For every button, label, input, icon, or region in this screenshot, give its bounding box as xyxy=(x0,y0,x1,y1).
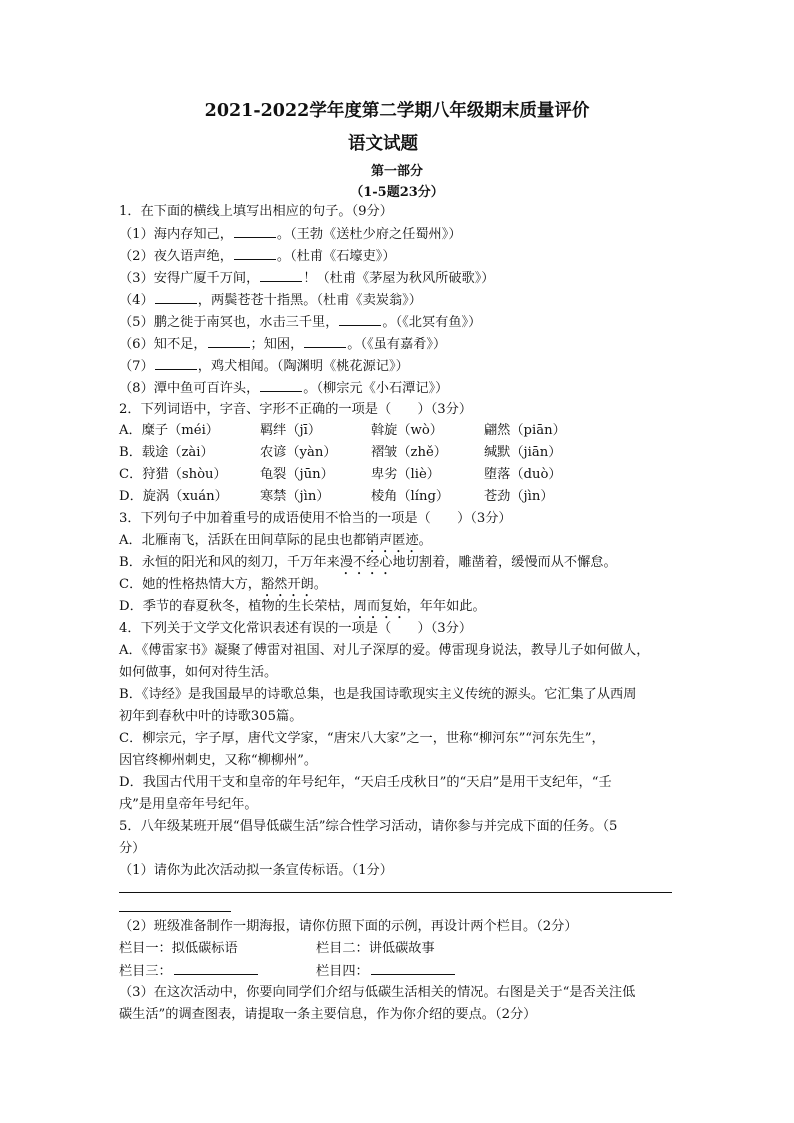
q3-option-a[interactable] xyxy=(119,532,432,556)
q1-item-text: （7） xyxy=(119,359,154,374)
option-text: 。 xyxy=(313,577,327,592)
option-text: B．永恒的阳光和风的刻刀，千万年来 xyxy=(119,555,340,570)
q1-item-text: ！（杜甫《茅屋为秋风所破歌》） xyxy=(303,271,495,286)
q1-item-text: 。（柳宗元《小石潭记》） xyxy=(303,381,449,396)
q4-option-b[interactable]: B．《诗经》是我国最早的诗歌总集，也是我国诗歌现实主义传统的源头。它汇集了从西周 xyxy=(119,687,637,702)
q5-sub3: （3）在这次活动中，你要向同学们介绍与低碳生活相关的情况。右图是关于“是否关注低 xyxy=(119,985,636,1000)
answer-blank[interactable] xyxy=(304,335,346,348)
column-two: 栏目二：讲低碳故事 xyxy=(316,941,435,956)
q1-item xyxy=(119,269,494,288)
column-label: 栏目四： xyxy=(316,964,369,979)
answer-blank[interactable] xyxy=(155,357,197,370)
q1-item-text: （5）鹏之徙于南冥也，水击三千里， xyxy=(119,315,339,330)
q1-item-text: ，两鬓苍苍十指黑。（杜甫《卖炭翁》） xyxy=(197,293,422,308)
q4-option-b-cont: 初年到春秋中叶的诗歌305篇。 xyxy=(119,709,303,724)
q4-option-d[interactable]: D．我国古代用干支和皇帝的年号纪年，“天启壬戌秋日”的“天启”是用干支纪年，“壬 xyxy=(119,775,612,790)
q2-word: 棱角（líng） xyxy=(371,489,450,504)
answer-blank[interactable] xyxy=(260,379,302,392)
column-four-blank[interactable] xyxy=(371,962,455,975)
q1-item-text: 。（《虽有嘉肴》） xyxy=(347,337,447,352)
q1-item-text: （6）知不足， xyxy=(119,337,207,352)
q4-option-d-cont: 戌”是用皇帝年号纪年。 xyxy=(119,797,258,812)
q1-item-text: 。（王勃《送杜少府之任蜀州》） xyxy=(276,227,462,242)
column-label: 栏目三： xyxy=(119,964,172,979)
q2-word: 翩然（piān） xyxy=(484,423,566,438)
column-three-blank[interactable] xyxy=(174,962,258,975)
q1-item-text: （1）海内存知己， xyxy=(119,227,233,242)
q3-option-b[interactable] xyxy=(119,554,617,578)
q1-item-text: （4） xyxy=(119,293,154,308)
q2-word: 堕落（duò） xyxy=(484,467,562,482)
answer-blank[interactable] xyxy=(234,247,276,260)
emphasized-idiom: 周而复始 xyxy=(353,599,407,614)
q5-stem: 5．八年级某班开展“倡导低碳生活”综合性学习活动，请你参与并完成下面的任务。（5 xyxy=(119,819,618,834)
q2-option-a[interactable]: A．糜子（méi） xyxy=(119,423,219,438)
option-text: C．她的性格热情大方， xyxy=(119,577,261,592)
q2-word: 龟裂（jūn） xyxy=(260,467,334,482)
q1-item-text: 。（《北冥有鱼》） xyxy=(382,315,482,330)
answer-blank[interactable] xyxy=(260,269,302,282)
answer-blank[interactable] xyxy=(234,225,276,238)
q1-item xyxy=(119,357,409,376)
option-text: D．季节的春夏秋冬，植物的生长荣枯， xyxy=(119,599,354,614)
option-text: 地切割着，雕凿着，缓慢而从不懈怠。 xyxy=(392,555,617,570)
q3-stem: 3．下列句子中加着重号的成语使用不恰当的一项是（ ）（3分） xyxy=(119,511,512,526)
q5-sub1: （1）请你为此次活动拟一条宣传标语。（1分） xyxy=(119,863,393,878)
q1-item xyxy=(119,335,446,354)
exam-title: 2021-2022学年度第二学期八年级期末质量评价 xyxy=(204,101,590,121)
q4-option-c-cont: 因官终柳州刺史，又称“柳柳州”。 xyxy=(119,753,318,768)
q5-sub2: （2）班级准备制作一期海报，请你仿照下面的示例，再设计两个栏目。（2分） xyxy=(119,919,578,934)
q2-word: 农谚（yàn） xyxy=(260,445,337,460)
q2-word: 卑劣（liè） xyxy=(371,467,440,482)
q1-item-text: （8）潭中鱼可百许头， xyxy=(119,381,260,396)
q1-item xyxy=(119,291,422,310)
column-one: 栏目一：拟低碳标语 xyxy=(119,941,238,956)
slogan-answer-line[interactable] xyxy=(119,892,672,893)
q1-item-text: （2）夜久语声绝， xyxy=(119,249,233,264)
option-text: A．北雁南飞，活跃在田间草际的昆虫也都 xyxy=(119,533,366,548)
q1-item-text: （3）安得广厦千万间， xyxy=(119,271,260,286)
option-text: 。 xyxy=(418,533,432,548)
q5-sub3-cont: 碳生活”的调查图表，请提取一条主要信息，作为你介绍的要点。（2分） xyxy=(119,1007,537,1022)
slogan-answer-line-end[interactable] xyxy=(119,911,231,912)
q2-word: 苍劲（jìn） xyxy=(484,489,554,504)
q4-option-c[interactable]: C．柳宗元，字子厚，唐代文学家，“唐宋八大家”之一，世称“柳河东”“河东先生”， xyxy=(119,731,605,746)
part-score-note: （1-5题23分） xyxy=(350,185,444,200)
q2-stem: 2．下列词语中，字音、字形不正确的一项是（ ）（3分） xyxy=(119,402,473,417)
q2-word: 褶皱（zhě） xyxy=(371,445,447,460)
exam-subject: 语文试题 xyxy=(348,134,418,154)
answer-blank[interactable] xyxy=(339,313,381,326)
q3-option-d[interactable] xyxy=(119,598,486,622)
q4-stem: 4．下列关于文学文化常识表述有误的一项是（ ）（3分） xyxy=(119,621,473,636)
answer-blank[interactable] xyxy=(208,335,250,348)
q2-word: 寒禁（jìn） xyxy=(260,489,330,504)
q2-option-b[interactable]: B．载途（zài） xyxy=(119,445,214,460)
q1-item xyxy=(119,247,396,266)
q1-item xyxy=(119,225,462,244)
answer-blank[interactable] xyxy=(155,291,197,304)
part-heading: 第一部分 xyxy=(370,164,423,179)
emphasized-idiom: 豁然开朗 xyxy=(260,577,314,592)
q4-option-a[interactable]: A．《傅雷家书》凝聚了傅雷对祖国、对儿子深厚的爱。傅雷现身说法，教导儿子如何做人， xyxy=(119,643,650,658)
q1-item-text: ，鸡犬相闻。（陶渊明《桃花源记》） xyxy=(197,359,409,374)
q1-item xyxy=(119,313,481,332)
q2-word: 斡旋（wò） xyxy=(371,423,443,438)
emphasized-idiom: 销声匿迹 xyxy=(365,533,419,548)
q3-option-c[interactable] xyxy=(119,576,327,600)
option-text: ，年年如此。 xyxy=(406,599,486,614)
q5-stem-cont: 分） xyxy=(119,841,146,856)
emphasized-idiom: 漫不经心 xyxy=(339,555,393,570)
q1-stem: 1．在下面的横线上填写出相应的句子。（9分） xyxy=(119,204,393,219)
q1-item-text: 。（杜甫《石壕吏》） xyxy=(276,249,396,264)
column-four xyxy=(316,962,455,981)
q2-option-d[interactable]: D．旋涡（xuán） xyxy=(119,489,228,504)
q2-word: 羁绊（jī） xyxy=(260,423,322,438)
q1-item-text: ；知困， xyxy=(250,337,304,352)
q4-option-a-cont: 如何做事，如何对待生活。 xyxy=(119,665,278,680)
q2-option-c[interactable]: C．狩猎（shòu） xyxy=(119,467,227,482)
q1-item xyxy=(119,379,448,398)
q2-word: 缄默（jiān） xyxy=(484,445,562,460)
column-three xyxy=(119,962,258,981)
